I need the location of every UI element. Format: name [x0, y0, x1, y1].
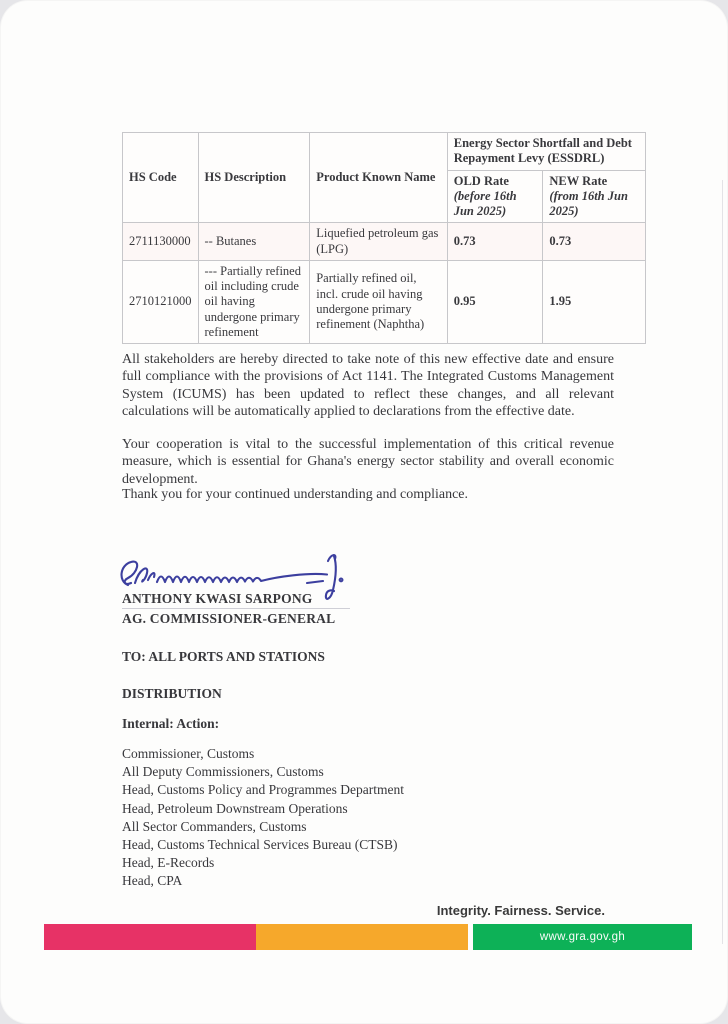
old-rate-title: OLD Rate [453, 173, 509, 188]
paragraph-compliance: All stakeholders are hereby directed to take note of this new effective date and ensure full compliance with the provisions of Act 1141. The Integrated Customs Management System (ICUMS) has been updated to reflect these changes, and all relevant calculations will be automatically applied to declarations from the effective date. [122, 352, 614, 420]
old-rate-subtitle: (before 16th Jun 2025) [453, 188, 517, 218]
signatory-name: ANTHONY KWASI SARPONG [122, 591, 313, 606]
table-row [123, 223, 646, 261]
col-header-new-rate [543, 170, 646, 223]
table-row [123, 260, 646, 343]
list-item: All Deputy Commissioners, Customs [122, 764, 324, 780]
footer-color-bars [44, 924, 692, 950]
distribution-heading: DISTRIBUTION [122, 686, 222, 701]
rates-table [122, 132, 646, 344]
signature-underline [122, 608, 350, 609]
footer-bar-orange [256, 924, 468, 950]
footer-tagline: Integrity. Fairness. Service. [436, 903, 605, 918]
list-item: Head, E-Records [122, 855, 215, 871]
cell-product: Liquefied petroleum gas (LPG) [310, 223, 448, 261]
list-item: Head, CPA [122, 873, 183, 889]
col-header-product-known-name: Product Known Name [310, 133, 448, 223]
col-header-hs-code: HS Code [123, 133, 199, 223]
cell-old-rate: 0.95 [447, 260, 543, 343]
signatory-title: AG. COMMISSIONER-GENERAL [122, 611, 336, 626]
col-header-hs-description: HS Description [198, 133, 310, 223]
new-rate-subtitle: (from 16th Jun 2025) [549, 188, 628, 218]
list-item: All Sector Commanders, Customs [122, 818, 307, 834]
cell-hs-code: 2711130000 [123, 223, 199, 261]
paragraph-cooperation: Your cooperation is vital to the successful implementation of this critical revenue measure, which is essential for Ghana's energy sector stability and overall economic development. [122, 437, 614, 487]
to-line: TO: ALL PORTS AND STATIONS [122, 649, 325, 664]
internal-action-label: Internal: Action: [122, 716, 220, 731]
footer-bar-green [473, 924, 692, 950]
cell-new-rate: 0.73 [543, 223, 646, 261]
cell-hs-code: 2710121000 [123, 260, 199, 343]
cell-new-rate: 1.95 [543, 260, 646, 343]
page-edge-line [722, 180, 723, 944]
paragraph-thanks: Thank you for your continued understanding and compliance. [122, 487, 469, 502]
distribution-list [122, 745, 404, 891]
footer-bar-pink [44, 924, 256, 950]
table-header-row [123, 133, 646, 171]
list-item: Commissioner, Customs [122, 746, 255, 761]
col-header-old-rate [447, 170, 543, 223]
cell-hs-description: -- Butanes [198, 223, 310, 261]
col-header-essdrl-group: Energy Sector Shortfall and Debt Repayment Levy (ESSDRL) [447, 133, 645, 171]
cell-product: Partially refined oil, incl. crude oil having undergone primary refinement (Naphtha) [310, 260, 448, 343]
footer-url: www.gra.gov.gh [539, 931, 626, 943]
cell-hs-description: --- Partially refined oil including crude oil having undergone primary refinement [198, 260, 310, 343]
new-rate-title: NEW Rate [549, 173, 608, 188]
list-item: Head, Customs Policy and Programmes Department [122, 782, 404, 798]
cell-old-rate: 0.73 [447, 223, 543, 261]
list-item: Head, Petroleum Downstream Operations [122, 800, 348, 816]
list-item: Head, Customs Technical Services Bureau (CTSB) [122, 837, 398, 853]
